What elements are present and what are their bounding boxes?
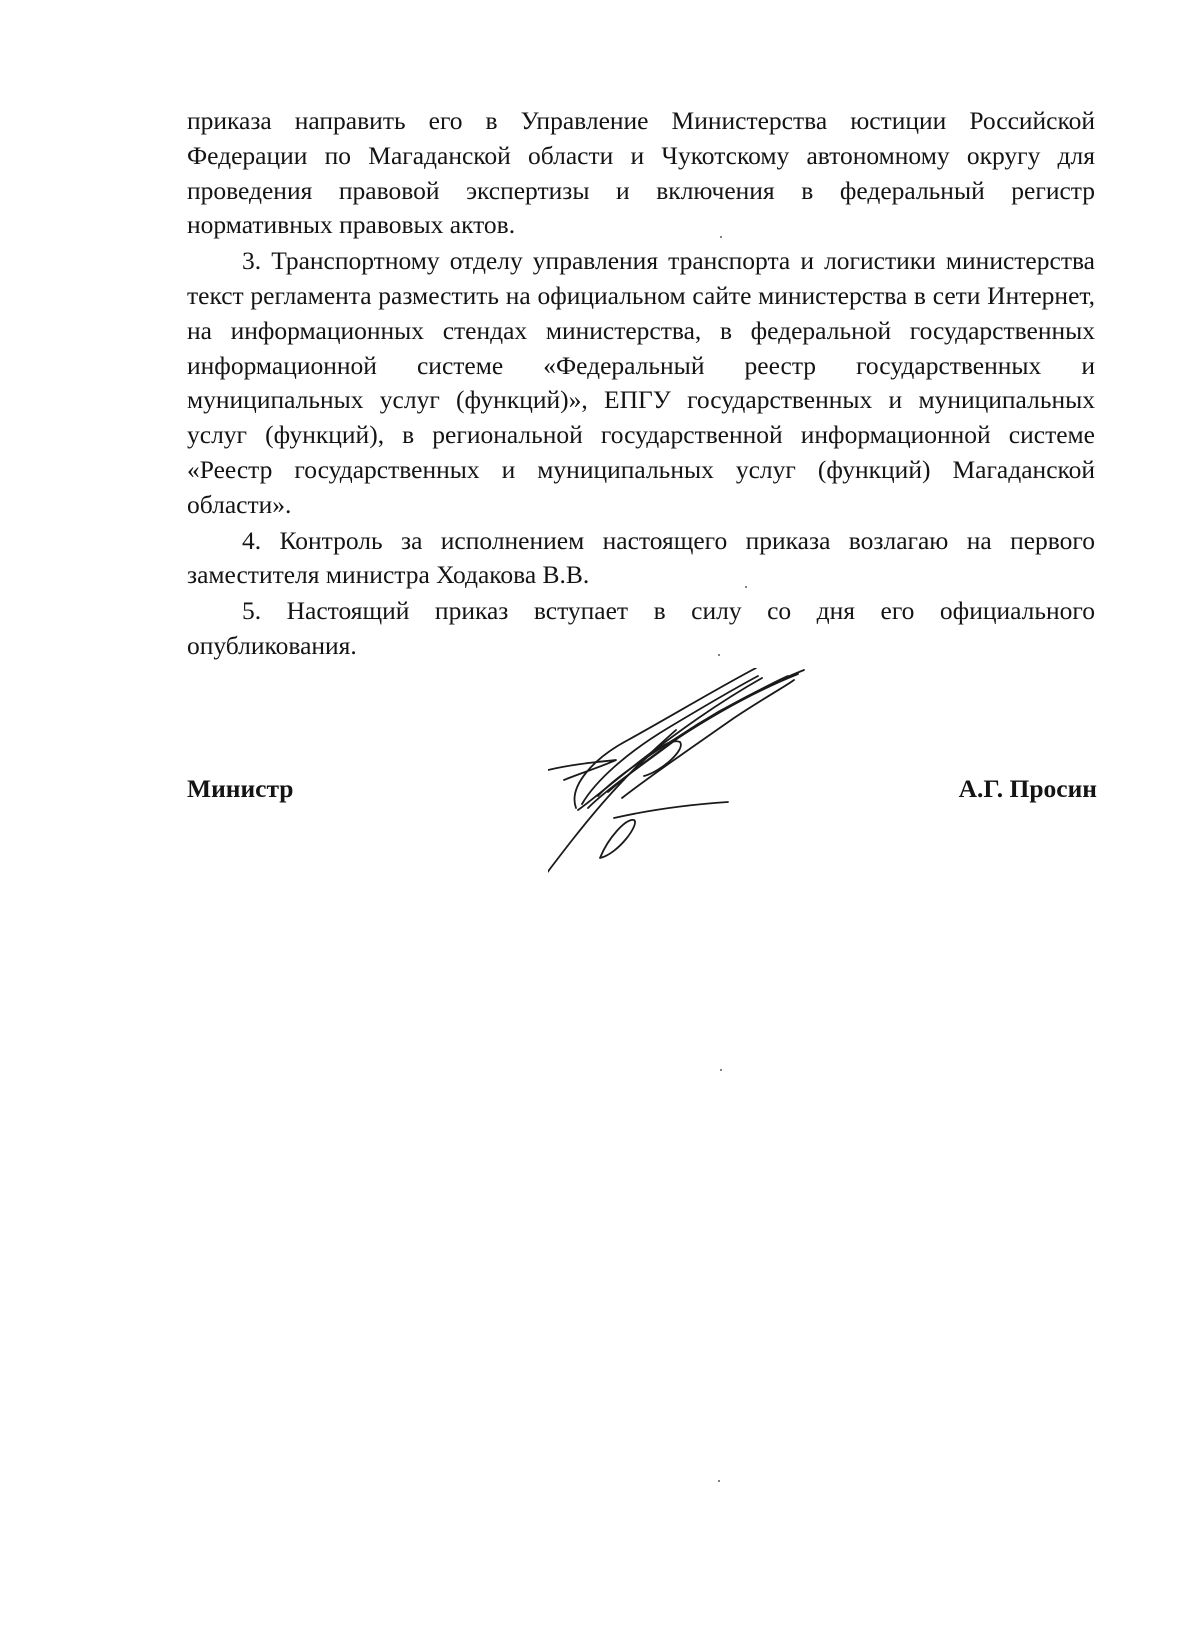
paragraph-continuation: приказа направить его в Управление Министерства юстиции Российской Федерации по Магаданской области и Чукотскому автономному округу для проведения правовой экспертизы и включения в федеральный регистр нормативных правовых актов. — [187, 106, 1095, 240]
scan-speck — [718, 654, 720, 656]
signatory-name: А.Г. Просин — [958, 774, 1097, 803]
paragraph-item-5: 5. Настоящий приказ вступает в силу со дня его официального опубликования. — [187, 596, 1095, 660]
paragraph-item-4: 4. Контроль за исполнением настоящего приказа возлагаю на первого заместителя министра Ходакова В.В. — [187, 525, 1095, 590]
signatory-title: Министр — [187, 774, 294, 803]
document-body — [187, 104, 1095, 664]
scan-speck — [720, 1069, 722, 1071]
paragraph-item-3: 3. Транспортному отделу управления транспорта и логистики министерства текст регламента разместить на официальном сайте министерства в сети Интернет, на информационных стендах министерства, в федеральной государственных информационной системе «Федеральный реестр государственных и муниципальных услуг (функций)», ЕПГУ государственных и муниципальных услуг (функций), в региональной государственной информационной системе «Реестр государственных и муниципальных услуг (функций) Магаданской области». — [187, 246, 1095, 519]
scan-speck — [718, 1480, 720, 1482]
scan-speck — [745, 586, 747, 588]
handwritten-signature — [548, 668, 838, 928]
scan-speck — [720, 236, 722, 238]
